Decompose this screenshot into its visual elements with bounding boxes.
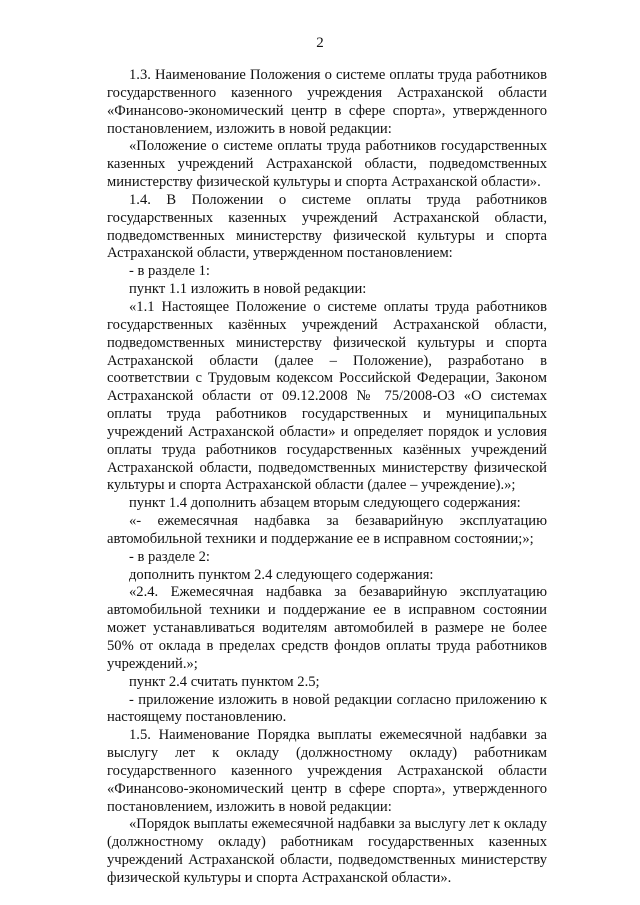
page-number: 2 [316,35,324,51]
paragraph-section-2: - в разделе 2: [129,548,210,565]
paragraph-quote-2-4: «2.4. Ежемесячная надбавка за безаварийную эксплуатацию автомобильной техники и поддержание ее в исправном состоянии может устанавливаться водителям автомобилей в размере не более 50% от оклада в пределах средств фондов оплаты труда работников учреждений.»; [107,584,547,672]
document-body [107,67,547,888]
paragraph-renumber: пункт 2.4 считать пунктом 2.5; [129,673,320,690]
paragraph-item-1-4: пункт 1.4 дополнить абзацем вторым следующего содержания: [129,495,521,512]
paragraph-item-1-1: пункт 1.1 изложить в новой редакции: [129,281,367,298]
paragraph-1-3: 1.3. Наименование Положения о системе оплаты труда работников государственного казенного учреждения Астраханской области «Финансово-экономический центр в сфере спорта», утвержденного постановлением, изложить в новой редакции: [107,67,547,137]
paragraph-add-2-4: дополнить пунктом 2.4 следующего содержания: [129,566,434,583]
paragraph-quote-1-1: «1.1 Настоящее Положение о системе оплаты труда работников государственных казённых учреждений Астраханской области, подведомственных министерству физической культуры и спорта Астраханской области (далее – Положение), разработано в соответствии с Трудовым кодексом Российской Федерации, Законом Астраханской области от 09.12.2008 № 75/2008-ОЗ «О системах оплаты труда работников государственных и муниципальных учреждений Астраханской области» и определяет порядок и условия оплаты труда работников государственных казённых учреждений Астраханской области, подведомственных министерству физической культуры и спорта Астраханской области (далее – учреждение).»; [107,298,547,494]
paragraph-1-4: 1.4. В Положении о системе оплаты труда работников государственных казенных учреждений Астраханской области, подведомственных министерству физической культуры и спорта Астраханской области, утвержденном постановлением: [107,191,547,262]
paragraph-quote-allowance: «- ежемесячная надбавка за безаварийную эксплуатацию автомобильной техники и поддержание ее в исправном состоянии;»; [107,513,547,547]
paragraph-appendix: - приложение изложить в новой редакции согласно приложению к настоящему постановлению. [107,691,547,726]
paragraph-quote-order: «Порядок выплаты ежемесячной надбавки за выслугу лет к окладу (должностному окладу) работникам государственных казенных учреждений Астраханской области, подведомственных министерству физической культуры и спорта Астраханской области». [107,816,547,886]
paragraph-section-1: - в разделе 1: [129,263,210,280]
paragraph-1-5: 1.5. Наименование Порядка выплаты ежемесячной надбавки за выслугу лет к окладу (должностному окладу) работникам государственного казенного учреждения Астраханской области «Финансово-экономический центр в сфере спорта», утвержденного постановлением, изложить в новой редакции: [107,727,547,815]
paragraph-quote-title: «Положение о системе оплаты труда работников государственных казенных учреждений Астраханской области, подведомственных министерству физической культуры и спорта Астраханской области». [107,138,547,191]
